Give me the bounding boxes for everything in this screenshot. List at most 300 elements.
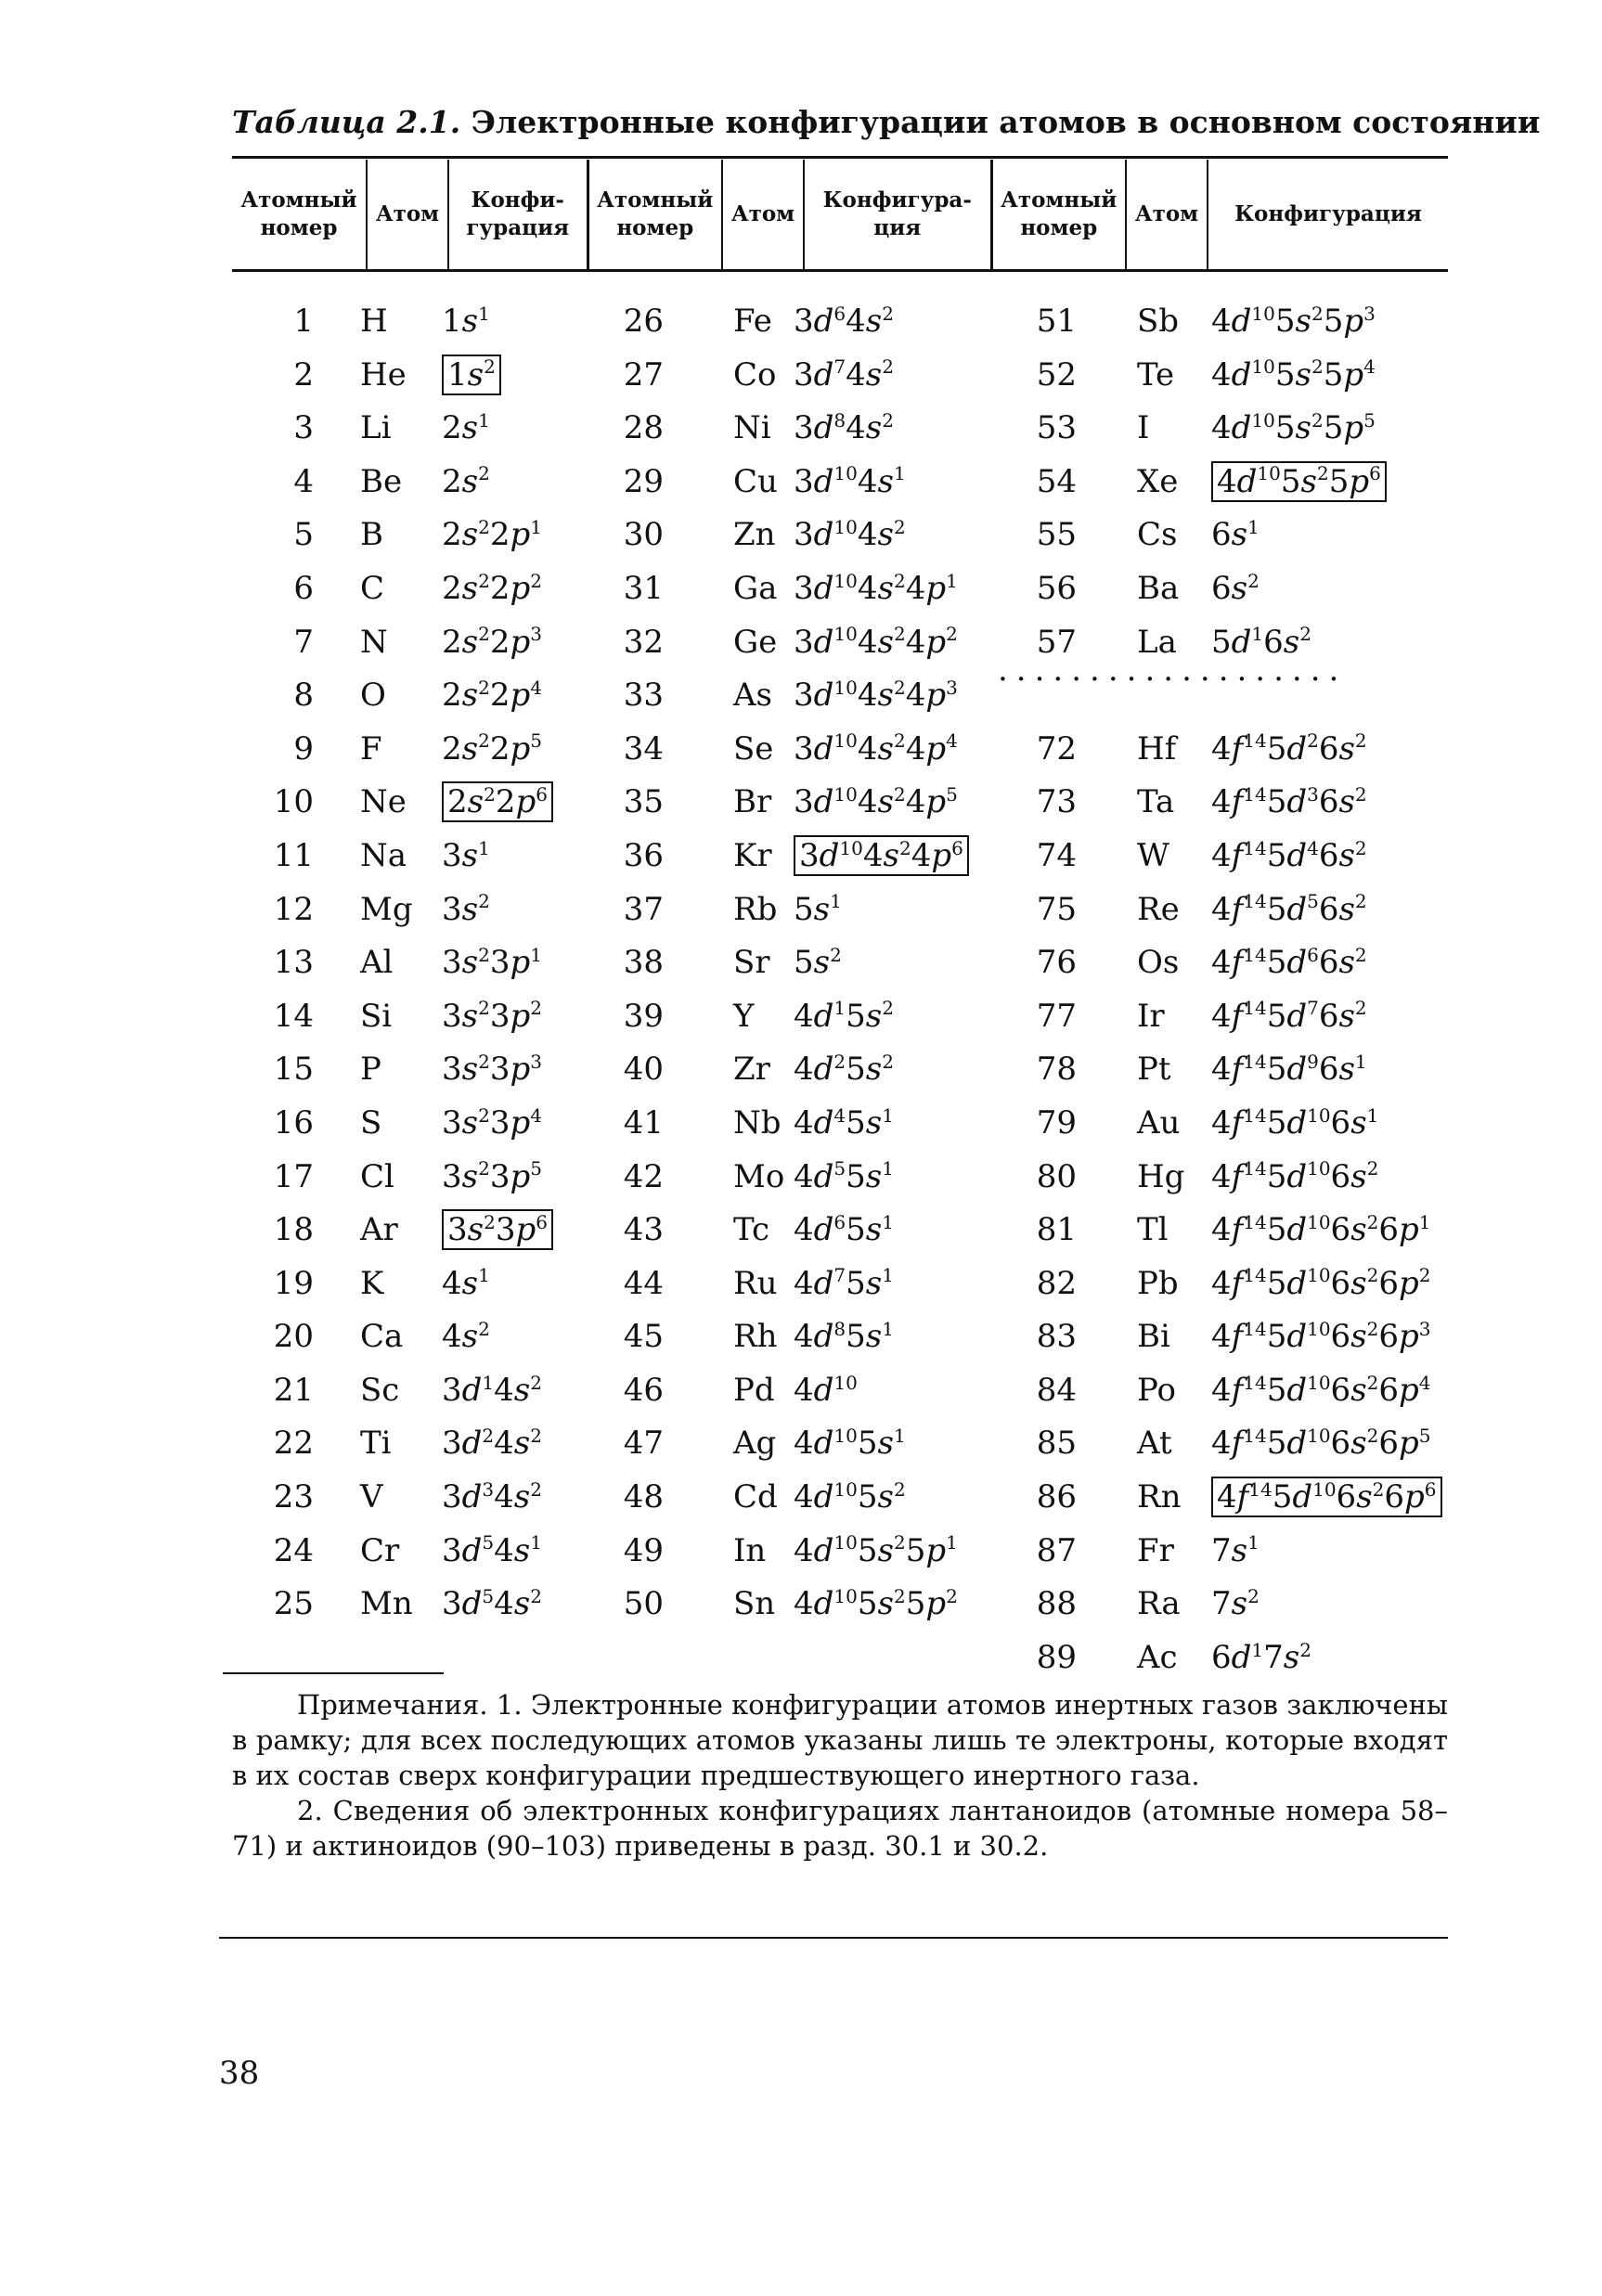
- electron-configuration: 4f145d106s26p2: [1211, 1264, 1431, 1302]
- header-config-2: Конфигура-ция: [804, 160, 991, 269]
- atomic-number: 49: [623, 1531, 664, 1569]
- element-symbol: In: [733, 1531, 767, 1569]
- atomic-number: 15: [273, 1051, 314, 1089]
- element-symbol: Ca: [360, 1318, 404, 1356]
- atomic-number: 44: [623, 1264, 664, 1302]
- electron-configuration: 3s1: [442, 836, 490, 874]
- atomic-number: 54: [1036, 462, 1077, 500]
- atomic-number: 55: [1036, 516, 1077, 554]
- element-symbol: At: [1137, 1425, 1172, 1463]
- element-symbol: Y: [733, 997, 755, 1035]
- element-symbol: Ti: [360, 1425, 392, 1463]
- element-symbol: Li: [360, 409, 392, 447]
- electron-configuration: 3s23p4: [442, 1103, 542, 1142]
- element-row: [1007, 349, 1471, 403]
- element-symbol: Cu: [733, 462, 778, 500]
- atomic-number: 19: [273, 1264, 314, 1302]
- element-row: [594, 1204, 1007, 1258]
- electron-configuration: 6d17s2: [1211, 1638, 1311, 1676]
- element-symbol: Po: [1137, 1371, 1176, 1409]
- electron-configuration: 3d104s24p3: [794, 676, 958, 715]
- electron-configuration: 4f145d26s2: [1211, 729, 1367, 767]
- electron-configuration: 7s2: [1211, 1584, 1260, 1623]
- element-row: [594, 616, 1007, 670]
- atomic-number: 51: [1036, 303, 1077, 340]
- table-title-prefix: Таблица 2.1.: [232, 104, 461, 140]
- electron-configuration: 4d15s2: [794, 997, 894, 1035]
- element-row: [594, 1151, 1007, 1205]
- atomic-number: 82: [1036, 1264, 1077, 1302]
- atomic-number: 31: [623, 569, 664, 607]
- element-symbol: Co: [733, 355, 777, 393]
- element-symbol: Ac: [1137, 1638, 1178, 1676]
- element-row: [1007, 1632, 1471, 1685]
- element-row: [1007, 936, 1471, 990]
- atomic-number: 45: [623, 1318, 664, 1356]
- element-row: [594, 1525, 1007, 1579]
- atomic-number: 57: [1036, 623, 1077, 661]
- electron-configuration: [1211, 456, 1471, 510]
- electron-configuration: 4f145d106s26p3: [1211, 1317, 1431, 1356]
- element-symbol: Bi: [1137, 1318, 1170, 1356]
- electron-configuration: 3d14s2: [442, 1371, 542, 1409]
- electron-configuration: 4f145d66s2: [1211, 943, 1367, 982]
- element-row: [594, 884, 1007, 937]
- element-row: [232, 1578, 590, 1632]
- atomic-number: 42: [623, 1157, 664, 1195]
- electron-configuration: 6s2: [1211, 569, 1260, 607]
- element-symbol: Sn: [733, 1585, 776, 1623]
- element-symbol: Nb: [733, 1103, 782, 1142]
- element-symbol: Zr: [733, 1051, 770, 1089]
- atomic-number: 53: [1036, 409, 1077, 447]
- element-symbol: W: [1137, 836, 1169, 874]
- atomic-number: 43: [623, 1211, 664, 1249]
- element-row: [594, 1258, 1007, 1311]
- atomic-number: 23: [273, 1478, 314, 1516]
- atomic-number: 6: [293, 569, 314, 607]
- element-symbol: Rh: [733, 1318, 778, 1356]
- bottom-rule: [219, 1937, 1448, 1939]
- top-rule: [232, 156, 1448, 159]
- element-row: [232, 1258, 590, 1311]
- element-symbol: Ru: [733, 1264, 778, 1302]
- element-row: [594, 776, 1007, 830]
- electron-configuration: 3d104s2: [794, 516, 906, 554]
- atomic-number: 83: [1036, 1318, 1077, 1356]
- electron-configuration: 3d24s2: [442, 1425, 542, 1463]
- atomic-number: 50: [623, 1585, 664, 1623]
- electron-configuration: 1s1: [442, 302, 490, 340]
- element-row: [1007, 295, 1471, 349]
- element-row: [594, 1417, 1007, 1471]
- element-symbol: Mn: [360, 1585, 413, 1623]
- atomic-number: 20: [273, 1318, 314, 1356]
- atomic-number: 5: [293, 516, 314, 554]
- element-symbol: Mg: [360, 890, 413, 928]
- element-row: [232, 1417, 590, 1471]
- element-symbol: I: [1137, 409, 1150, 447]
- element-symbol: Rn: [1137, 1478, 1182, 1516]
- atomic-number: 24: [273, 1531, 314, 1569]
- atomic-number: 27: [623, 355, 664, 393]
- element-row: [594, 1043, 1007, 1097]
- element-row: [232, 723, 590, 777]
- atomic-number: 88: [1036, 1585, 1077, 1623]
- page-number: 38: [219, 2055, 260, 2092]
- element-row: [1007, 1258, 1471, 1311]
- atomic-number: 1: [293, 303, 314, 340]
- element-symbol: Sc: [360, 1371, 400, 1409]
- element-symbol: Br: [733, 783, 772, 821]
- element-symbol: Tc: [733, 1211, 770, 1249]
- element-symbol: Sb: [1137, 303, 1180, 340]
- element-row: [232, 1310, 590, 1364]
- element-row: [232, 669, 590, 723]
- atomic-number: 33: [623, 677, 664, 715]
- element-symbol: B: [360, 516, 383, 554]
- electron-configuration: 2s22p1: [442, 516, 542, 554]
- noble-gas-box: 3d104s24p6: [794, 835, 969, 876]
- electron-configuration: 3d104s24p4: [794, 729, 958, 767]
- element-row: [232, 830, 590, 884]
- electron-configuration: 4f145d106s26p5: [1211, 1425, 1431, 1463]
- atomic-number: 12: [273, 890, 314, 928]
- electron-configuration: 2s22p2: [442, 569, 542, 607]
- electron-configuration: [1211, 1471, 1471, 1525]
- header-atom-1: Атом: [367, 160, 448, 269]
- element-row: [1007, 402, 1471, 456]
- electron-configuration: 4f145d106s26p1: [1211, 1210, 1431, 1249]
- atomic-number: 52: [1036, 355, 1077, 393]
- atomic-number: 84: [1036, 1371, 1077, 1409]
- element-symbol: Ba: [1137, 569, 1180, 607]
- element-row: [1007, 1043, 1471, 1097]
- element-row: [594, 669, 1007, 723]
- electron-configuration: 3d104s1: [794, 462, 906, 500]
- header-atomic-number-1: Атомный номер: [240, 187, 357, 240]
- electron-configuration: 4d105s25p4: [1211, 355, 1376, 393]
- element-row: [594, 936, 1007, 990]
- electron-configuration: 4d105s1: [794, 1425, 906, 1463]
- atomic-number: 75: [1036, 890, 1077, 928]
- element-row: [232, 509, 590, 562]
- atomic-number: 40: [623, 1051, 664, 1089]
- element-symbol: C: [360, 569, 385, 607]
- header-atom-3: Атом: [1126, 160, 1208, 269]
- electron-configuration: [442, 1204, 590, 1258]
- electron-configuration: 3s2: [442, 890, 490, 928]
- atomic-number: 26: [623, 303, 664, 340]
- electron-configuration: 4d85s1: [794, 1317, 894, 1356]
- atomic-number: 46: [623, 1371, 664, 1409]
- electron-configuration: 6s1: [1211, 516, 1260, 554]
- atomic-number: 8: [293, 677, 314, 715]
- element-symbol: Na: [360, 836, 407, 874]
- element-symbol: La: [1137, 623, 1177, 661]
- element-row: [232, 562, 590, 616]
- atomic-number: 81: [1036, 1211, 1077, 1249]
- element-symbol: Rb: [733, 890, 778, 928]
- element-symbol: Se: [733, 729, 774, 767]
- element-symbol: Xe: [1137, 462, 1179, 500]
- element-row: [1007, 509, 1471, 562]
- header-atomic-number-2: Атомный номер: [588, 160, 722, 269]
- element-row: [594, 990, 1007, 1044]
- element-row: [232, 990, 590, 1044]
- element-symbol: K: [360, 1264, 384, 1302]
- element-symbol: S: [360, 1103, 382, 1142]
- element-symbol: Be: [360, 462, 403, 500]
- electron-configuration: 2s1: [442, 408, 490, 447]
- element-symbol: Zn: [733, 516, 776, 554]
- element-symbol: Pt: [1137, 1051, 1171, 1089]
- electron-configuration: 2s22p5: [442, 729, 542, 767]
- element-symbol: Ni: [733, 409, 771, 447]
- element-symbol: Sr: [733, 944, 770, 982]
- atomic-number: 38: [623, 944, 664, 982]
- element-row: [1007, 1525, 1471, 1579]
- element-symbol: Fr: [1137, 1531, 1174, 1569]
- electron-configuration: 4d45s1: [794, 1103, 894, 1142]
- element-symbol: V: [360, 1478, 383, 1516]
- element-symbol: Cl: [360, 1157, 394, 1195]
- header-config-3: Конфигурация: [1208, 160, 1448, 269]
- element-row: [1007, 1471, 1471, 1525]
- atomic-number: 30: [623, 516, 664, 554]
- atomic-number: 17: [273, 1157, 314, 1195]
- element-row: [1007, 990, 1471, 1044]
- electron-configuration: 4f145d106s1: [1211, 1103, 1379, 1142]
- element-row: [1007, 1151, 1471, 1205]
- electron-configuration: 3s23p1: [442, 943, 542, 982]
- header-rule: [232, 269, 1448, 272]
- atomic-number: 73: [1036, 783, 1077, 821]
- element-row: [232, 1151, 590, 1205]
- element-symbol: P: [360, 1051, 381, 1089]
- element-symbol: Cr: [360, 1531, 400, 1569]
- atomic-number: 4: [293, 462, 314, 500]
- electron-configuration: 3d104s24p5: [794, 783, 958, 821]
- element-symbol: Fe: [733, 303, 772, 340]
- electron-configuration: 4f145d106s26p4: [1211, 1371, 1431, 1409]
- element-row: [594, 456, 1007, 510]
- electron-configuration: 4d75s1: [794, 1264, 894, 1302]
- electron-configuration: 4f145d76s2: [1211, 997, 1367, 1035]
- atomic-number: 87: [1036, 1531, 1077, 1569]
- element-row: [594, 1097, 1007, 1151]
- atomic-number: 13: [273, 944, 314, 982]
- atomic-number: 77: [1036, 997, 1077, 1035]
- atomic-number: 86: [1036, 1478, 1077, 1516]
- element-symbol: Ga: [733, 569, 778, 607]
- electron-configuration: 7s1: [1211, 1531, 1260, 1569]
- element-symbol: Ar: [360, 1211, 398, 1249]
- noble-gas-box: 2s22p6: [442, 781, 553, 822]
- table-title-text: Электронные конфигурации атомов в основном состоянии: [471, 104, 1541, 140]
- element-row: [232, 1097, 590, 1151]
- element-symbol: F: [360, 729, 382, 767]
- element-symbol: Si: [360, 997, 393, 1035]
- electron-configuration: [442, 776, 590, 830]
- electron-configuration: 3d74s2: [794, 355, 894, 393]
- atomic-number: 48: [623, 1478, 664, 1516]
- element-row: [1007, 1204, 1471, 1258]
- electron-configuration: [794, 830, 1007, 884]
- electron-configuration: 5s2: [794, 943, 842, 982]
- element-row: [1007, 1578, 1471, 1632]
- element-row: [594, 562, 1007, 616]
- atomic-number: 16: [273, 1103, 314, 1142]
- element-symbol: Cs: [1137, 516, 1178, 554]
- column-1: [232, 295, 590, 1632]
- electron-configuration: 3d104s24p2: [794, 623, 958, 661]
- element-row: [232, 456, 590, 510]
- element-row: [1007, 884, 1471, 937]
- electron-configuration: 4d105s25p1: [794, 1531, 958, 1569]
- electron-configuration: 4d105s2: [794, 1477, 906, 1516]
- element-row: [594, 295, 1007, 349]
- atomic-number: 39: [623, 997, 664, 1035]
- atomic-number: 37: [623, 890, 664, 928]
- atomic-number: 25: [273, 1585, 314, 1623]
- atomic-number: 32: [623, 623, 664, 661]
- element-symbol: Ge: [733, 623, 778, 661]
- element-row: [1007, 1097, 1471, 1151]
- electron-configuration: 4f145d36s2: [1211, 783, 1367, 821]
- electron-configuration: 3s23p2: [442, 997, 542, 1035]
- element-row: [594, 1310, 1007, 1364]
- atomic-number: 76: [1036, 944, 1077, 982]
- element-symbol: Ra: [1137, 1585, 1181, 1623]
- element-symbol: Al: [360, 944, 394, 982]
- electron-configuration: 3d34s2: [442, 1477, 542, 1516]
- element-symbol: Pd: [733, 1371, 775, 1409]
- atomic-number: 56: [1036, 569, 1077, 607]
- element-row: [232, 349, 590, 403]
- atomic-number: 47: [623, 1425, 664, 1463]
- header-atomic-number-3: Атомный номер: [991, 160, 1126, 269]
- element-row: [1007, 1417, 1471, 1471]
- element-row: [232, 776, 590, 830]
- element-row: [232, 402, 590, 456]
- element-row: [594, 402, 1007, 456]
- atomic-number: 35: [623, 783, 664, 821]
- note-1: Примечания. 1. Электронные конфигурации атомов инертных газов заключены в рамку; для всех последующих атомов указаны лишь те электроны, которые входят в их состав сверх конфигурации предшествующего инертного газа.: [232, 1689, 1448, 1791]
- electron-configuration: 2s22p3: [442, 623, 542, 661]
- element-symbol: Ir: [1137, 997, 1165, 1035]
- atomic-number: 10: [273, 783, 314, 821]
- element-row: [594, 349, 1007, 403]
- electron-configuration: 3d54s1: [442, 1531, 542, 1569]
- column-3: [1007, 295, 1471, 1684]
- element-row: [1007, 723, 1471, 777]
- electron-configuration: 4f145d56s2: [1211, 890, 1367, 928]
- element-row: [232, 1471, 590, 1525]
- element-symbol: Pb: [1137, 1264, 1179, 1302]
- noble-gas-box: 4f145d106s26p6: [1211, 1477, 1442, 1517]
- table-header: [232, 160, 1448, 269]
- atomic-number: 79: [1036, 1103, 1077, 1142]
- atomic-number: 3: [293, 409, 314, 447]
- electron-configuration: 3d84s2: [794, 408, 894, 447]
- electron-configuration: 4s2: [442, 1317, 490, 1356]
- atomic-number: 28: [623, 409, 664, 447]
- element-row: [594, 830, 1007, 884]
- header-atom-2: Атом: [722, 160, 804, 269]
- element-row: [232, 936, 590, 990]
- electron-configuration: 4d55s1: [794, 1157, 894, 1195]
- element-row: [232, 1204, 590, 1258]
- electron-configuration: 4d10: [794, 1371, 858, 1409]
- element-row: [594, 1471, 1007, 1525]
- element-symbol: Kr: [733, 836, 772, 874]
- electron-configuration: [442, 349, 590, 403]
- element-row: [594, 509, 1007, 562]
- electron-configuration: 3d54s2: [442, 1584, 542, 1623]
- electron-configuration: 4f145d46s2: [1211, 836, 1367, 874]
- element-row: [232, 295, 590, 349]
- element-symbol: Te: [1137, 355, 1175, 393]
- element-symbol: Tl: [1137, 1211, 1169, 1249]
- atomic-number: 18: [273, 1211, 314, 1249]
- atomic-number: 9: [293, 729, 314, 767]
- electron-configuration: 5s1: [794, 890, 842, 928]
- element-row: [1007, 830, 1471, 884]
- atomic-number: 21: [273, 1371, 314, 1409]
- element-symbol: Ta: [1137, 783, 1175, 821]
- element-symbol: H: [360, 303, 388, 340]
- atomic-number: 29: [623, 462, 664, 500]
- element-row: [594, 1364, 1007, 1418]
- atomic-number: 34: [623, 729, 664, 767]
- element-row: [1007, 562, 1471, 616]
- element-symbol: O: [360, 677, 386, 715]
- element-row: [594, 723, 1007, 777]
- electron-configuration: 3d64s2: [794, 302, 894, 340]
- electron-configuration: 3s23p3: [442, 1050, 542, 1089]
- element-symbol: Au: [1137, 1103, 1181, 1142]
- element-symbol: Re: [1137, 890, 1180, 928]
- element-row: [232, 1525, 590, 1579]
- atomic-number: 85: [1036, 1425, 1077, 1463]
- electron-configuration: 4s1: [442, 1264, 490, 1302]
- element-row: [232, 1364, 590, 1418]
- electron-configuration: 4f145d106s2: [1211, 1157, 1379, 1195]
- atomic-number: 72: [1036, 729, 1077, 767]
- element-row: [232, 884, 590, 937]
- note-2: 2. Сведения об электронных конфигурациях лантаноидов (атомные номера 58–71) и актиноидов (90–103) приведены в разд. 30.1 и 30.2.: [232, 1795, 1448, 1862]
- electron-configuration: 4d105s25p5: [1211, 408, 1376, 447]
- table-title: [232, 104, 1541, 140]
- element-row: [1007, 1310, 1471, 1364]
- atomic-number: 2: [293, 355, 314, 393]
- element-symbol: Hf: [1137, 729, 1177, 767]
- element-symbol: He: [360, 355, 407, 393]
- element-symbol: Ag: [733, 1425, 777, 1463]
- lanthanoid-gap-dots: ...................: [998, 651, 1348, 689]
- electron-configuration: 4d25s2: [794, 1050, 894, 1089]
- atomic-number: 80: [1036, 1157, 1077, 1195]
- element-row: [1007, 1364, 1471, 1418]
- element-symbol: N: [360, 623, 388, 661]
- element-row: [1007, 456, 1471, 510]
- element-symbol: Ne: [360, 783, 407, 821]
- electron-configuration: 2s22p4: [442, 676, 542, 715]
- noble-gas-box: 1s2: [442, 355, 501, 395]
- atomic-number: 74: [1036, 836, 1077, 874]
- element-row: [1007, 776, 1471, 830]
